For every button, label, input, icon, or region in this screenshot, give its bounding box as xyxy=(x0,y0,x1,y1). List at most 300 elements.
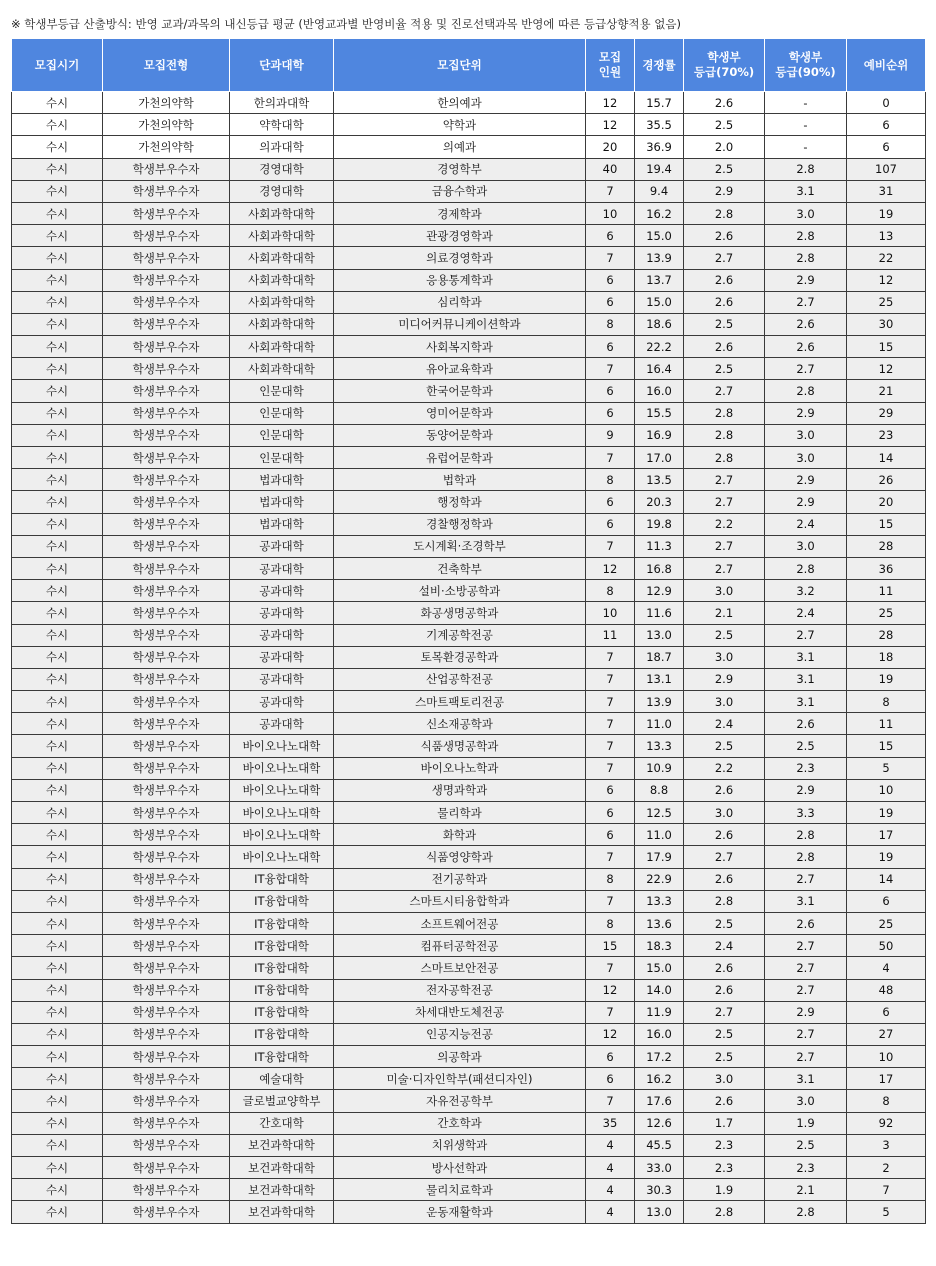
cell-unit: 응용통계학과 xyxy=(334,269,586,291)
cell-grade-90: 2.4 xyxy=(765,602,847,624)
header-grade-90: 학생부 등급(90%) xyxy=(765,39,847,92)
cell-type: 학생부우수자 xyxy=(103,1023,230,1045)
cell-type: 학생부우수자 xyxy=(103,713,230,735)
cell-type: 학생부우수자 xyxy=(103,247,230,269)
cell-quota: 7 xyxy=(586,358,635,380)
cell-unit: 화공생명공학과 xyxy=(334,602,586,624)
cell-quota: 15 xyxy=(586,935,635,957)
cell-grade-90: 2.7 xyxy=(765,979,847,1001)
cell-waitlist: 0 xyxy=(847,92,926,114)
cell-period: 수시 xyxy=(12,247,103,269)
cell-waitlist: 6 xyxy=(847,136,926,158)
cell-type: 학생부우수자 xyxy=(103,358,230,380)
cell-waitlist: 25 xyxy=(847,291,926,313)
cell-unit: 컴퓨터공학전공 xyxy=(334,935,586,957)
cell-college: 공과대학 xyxy=(230,668,334,690)
cell-type: 학생부우수자 xyxy=(103,868,230,890)
cell-type: 가천의약학 xyxy=(103,92,230,114)
cell-quota: 7 xyxy=(586,668,635,690)
cell-waitlist: 6 xyxy=(847,1001,926,1023)
cell-college: 사회과학대학 xyxy=(230,291,334,313)
cell-competition: 16.2 xyxy=(635,202,684,224)
cell-unit: 관광경영학과 xyxy=(334,225,586,247)
cell-grade-70: 2.6 xyxy=(684,225,765,247)
cell-period: 수시 xyxy=(12,180,103,202)
cell-quota: 7 xyxy=(586,1001,635,1023)
table-row xyxy=(12,424,926,446)
cell-type: 학생부우수자 xyxy=(103,979,230,1001)
table-row xyxy=(12,180,926,202)
cell-grade-90: 3.1 xyxy=(765,668,847,690)
cell-competition: 30.3 xyxy=(635,1179,684,1201)
cell-college: 바이오나노대학 xyxy=(230,779,334,801)
table-row xyxy=(12,136,926,158)
table-row xyxy=(12,957,926,979)
cell-college: 인문대학 xyxy=(230,424,334,446)
cell-period: 수시 xyxy=(12,846,103,868)
cell-period: 수시 xyxy=(12,491,103,513)
cell-type: 학생부우수자 xyxy=(103,668,230,690)
cell-period: 수시 xyxy=(12,912,103,934)
header-waitlist: 예비순위 xyxy=(847,39,926,92)
table-row xyxy=(12,491,926,513)
cell-waitlist: 26 xyxy=(847,469,926,491)
cell-competition: 13.0 xyxy=(635,624,684,646)
cell-competition: 19.8 xyxy=(635,513,684,535)
cell-unit: 도시계획·조경학부 xyxy=(334,535,586,557)
table-row xyxy=(12,269,926,291)
cell-college: 인문대학 xyxy=(230,402,334,424)
cell-unit: 의료경영학과 xyxy=(334,247,586,269)
table-row xyxy=(12,979,926,1001)
cell-period: 수시 xyxy=(12,158,103,180)
cell-unit: 간호학과 xyxy=(334,1112,586,1134)
cell-grade-70: 2.5 xyxy=(684,114,765,136)
cell-grade-70: 2.6 xyxy=(684,779,765,801)
header-competition: 경쟁률 xyxy=(635,39,684,92)
header-unit: 모집단위 xyxy=(334,39,586,92)
cell-waitlist: 4 xyxy=(847,957,926,979)
cell-waitlist: 29 xyxy=(847,402,926,424)
cell-grade-70: 2.7 xyxy=(684,535,765,557)
cell-unit: 물리학과 xyxy=(334,802,586,824)
cell-college: 바이오나노대학 xyxy=(230,802,334,824)
cell-grade-90: 2.9 xyxy=(765,269,847,291)
cell-college: 바이오나노대학 xyxy=(230,846,334,868)
cell-unit: 약학과 xyxy=(334,114,586,136)
cell-waitlist: 30 xyxy=(847,313,926,335)
cell-quota: 12 xyxy=(586,557,635,579)
cell-waitlist: 6 xyxy=(847,114,926,136)
cell-type: 학생부우수자 xyxy=(103,1090,230,1112)
cell-competition: 9.4 xyxy=(635,180,684,202)
cell-grade-70: 2.8 xyxy=(684,890,765,912)
cell-unit: 금융수학과 xyxy=(334,180,586,202)
cell-type: 학생부우수자 xyxy=(103,491,230,513)
cell-period: 수시 xyxy=(12,757,103,779)
cell-waitlist: 11 xyxy=(847,580,926,602)
cell-waitlist: 28 xyxy=(847,624,926,646)
cell-grade-90: 3.0 xyxy=(765,535,847,557)
cell-type: 학생부우수자 xyxy=(103,380,230,402)
cell-period: 수시 xyxy=(12,1023,103,1045)
cell-grade-70: 3.0 xyxy=(684,691,765,713)
cell-college: 바이오나노대학 xyxy=(230,824,334,846)
cell-period: 수시 xyxy=(12,1157,103,1179)
cell-grade-70: 3.0 xyxy=(684,1068,765,1090)
cell-grade-70: 3.0 xyxy=(684,646,765,668)
cell-period: 수시 xyxy=(12,136,103,158)
table-row xyxy=(12,757,926,779)
cell-waitlist: 92 xyxy=(847,1112,926,1134)
cell-unit: 생명과학과 xyxy=(334,779,586,801)
cell-competition: 15.0 xyxy=(635,225,684,247)
cell-unit: 경제학과 xyxy=(334,202,586,224)
cell-period: 수시 xyxy=(12,868,103,890)
cell-grade-70: 2.7 xyxy=(684,491,765,513)
cell-grade-70: 2.6 xyxy=(684,824,765,846)
table-row xyxy=(12,92,926,114)
cell-waitlist: 21 xyxy=(847,380,926,402)
table-row xyxy=(12,935,926,957)
cell-waitlist: 14 xyxy=(847,868,926,890)
cell-college: 사회과학대학 xyxy=(230,247,334,269)
cell-period: 수시 xyxy=(12,291,103,313)
cell-competition: 11.9 xyxy=(635,1001,684,1023)
cell-grade-70: 2.5 xyxy=(684,1046,765,1068)
cell-quota: 10 xyxy=(586,202,635,224)
cell-grade-70: 1.7 xyxy=(684,1112,765,1134)
cell-quota: 6 xyxy=(586,513,635,535)
cell-waitlist: 11 xyxy=(847,713,926,735)
cell-college: IT융합대학 xyxy=(230,1001,334,1023)
cell-college: 경영대학 xyxy=(230,180,334,202)
cell-type: 학생부우수자 xyxy=(103,757,230,779)
cell-college: 경영대학 xyxy=(230,158,334,180)
cell-type: 학생부우수자 xyxy=(103,912,230,934)
table-row xyxy=(12,1001,926,1023)
cell-waitlist: 19 xyxy=(847,846,926,868)
cell-type: 학생부우수자 xyxy=(103,824,230,846)
cell-type: 학생부우수자 xyxy=(103,957,230,979)
cell-type: 학생부우수자 xyxy=(103,402,230,424)
table-row xyxy=(12,602,926,624)
table-row xyxy=(12,114,926,136)
cell-unit: 스마트팩토리전공 xyxy=(334,691,586,713)
cell-grade-90: 2.5 xyxy=(765,1134,847,1156)
cell-grade-70: 3.0 xyxy=(684,580,765,602)
cell-period: 수시 xyxy=(12,935,103,957)
cell-grade-90: 2.7 xyxy=(765,957,847,979)
cell-quota: 40 xyxy=(586,158,635,180)
cell-period: 수시 xyxy=(12,336,103,358)
cell-grade-70: 2.6 xyxy=(684,92,765,114)
cell-quota: 6 xyxy=(586,1068,635,1090)
cell-grade-70: 2.5 xyxy=(684,1023,765,1045)
cell-period: 수시 xyxy=(12,557,103,579)
table-row xyxy=(12,624,926,646)
cell-unit: 자유전공학부 xyxy=(334,1090,586,1112)
cell-grade-90: - xyxy=(765,92,847,114)
cell-competition: 15.0 xyxy=(635,957,684,979)
cell-quota: 7 xyxy=(586,890,635,912)
cell-quota: 7 xyxy=(586,713,635,735)
cell-period: 수시 xyxy=(12,424,103,446)
cell-type: 학생부우수자 xyxy=(103,1112,230,1134)
cell-grade-90: 2.5 xyxy=(765,735,847,757)
cell-grade-70: 2.2 xyxy=(684,513,765,535)
cell-competition: 11.6 xyxy=(635,602,684,624)
cell-period: 수시 xyxy=(12,1201,103,1223)
cell-competition: 14.0 xyxy=(635,979,684,1001)
table-row xyxy=(12,291,926,313)
table-row xyxy=(12,469,926,491)
cell-type: 학생부우수자 xyxy=(103,735,230,757)
cell-grade-90: 2.9 xyxy=(765,1001,847,1023)
cell-quota: 35 xyxy=(586,1112,635,1134)
cell-grade-70: 2.6 xyxy=(684,291,765,313)
cell-grade-90: 3.0 xyxy=(765,202,847,224)
cell-period: 수시 xyxy=(12,402,103,424)
cell-college: 공과대학 xyxy=(230,557,334,579)
cell-grade-90: 2.7 xyxy=(765,624,847,646)
cell-quota: 12 xyxy=(586,979,635,1001)
cell-waitlist: 15 xyxy=(847,735,926,757)
cell-unit: 법학과 xyxy=(334,469,586,491)
cell-grade-90: - xyxy=(765,114,847,136)
cell-competition: 13.0 xyxy=(635,1201,684,1223)
cell-grade-90: 2.8 xyxy=(765,846,847,868)
cell-college: 공과대학 xyxy=(230,624,334,646)
cell-grade-70: 2.8 xyxy=(684,424,765,446)
cell-period: 수시 xyxy=(12,313,103,335)
cell-grade-70: 2.7 xyxy=(684,557,765,579)
cell-grade-90: 2.8 xyxy=(765,557,847,579)
cell-period: 수시 xyxy=(12,269,103,291)
cell-type: 학생부우수자 xyxy=(103,802,230,824)
cell-quota: 12 xyxy=(586,1023,635,1045)
cell-period: 수시 xyxy=(12,1001,103,1023)
cell-college: IT융합대학 xyxy=(230,979,334,1001)
cell-competition: 16.0 xyxy=(635,380,684,402)
header-college: 단과대학 xyxy=(230,39,334,92)
cell-grade-70: 2.4 xyxy=(684,713,765,735)
cell-period: 수시 xyxy=(12,691,103,713)
cell-college: 바이오나노대학 xyxy=(230,735,334,757)
cell-period: 수시 xyxy=(12,779,103,801)
cell-type: 학생부우수자 xyxy=(103,1201,230,1223)
cell-type: 학생부우수자 xyxy=(103,513,230,535)
cell-quota: 6 xyxy=(586,225,635,247)
table-row xyxy=(12,1023,926,1045)
cell-type: 학생부우수자 xyxy=(103,180,230,202)
cell-college: 공과대학 xyxy=(230,580,334,602)
cell-waitlist: 10 xyxy=(847,779,926,801)
cell-period: 수시 xyxy=(12,513,103,535)
cell-period: 수시 xyxy=(12,1134,103,1156)
cell-unit: 식품영양학과 xyxy=(334,846,586,868)
table-row xyxy=(12,580,926,602)
cell-unit: 유아교육학과 xyxy=(334,358,586,380)
cell-quota: 6 xyxy=(586,291,635,313)
cell-grade-70: 2.6 xyxy=(684,336,765,358)
table-row xyxy=(12,1201,926,1223)
cell-competition: 19.4 xyxy=(635,158,684,180)
cell-type: 학생부우수자 xyxy=(103,313,230,335)
cell-quota: 7 xyxy=(586,735,635,757)
cell-waitlist: 8 xyxy=(847,1090,926,1112)
cell-period: 수시 xyxy=(12,1179,103,1201)
cell-competition: 15.7 xyxy=(635,92,684,114)
cell-competition: 11.0 xyxy=(635,713,684,735)
cell-grade-90: 2.8 xyxy=(765,225,847,247)
cell-type: 학생부우수자 xyxy=(103,1001,230,1023)
cell-unit: 경영학부 xyxy=(334,158,586,180)
cell-quota: 8 xyxy=(586,469,635,491)
cell-type: 학생부우수자 xyxy=(103,1179,230,1201)
cell-grade-90: 3.0 xyxy=(765,1090,847,1112)
cell-waitlist: 3 xyxy=(847,1134,926,1156)
cell-grade-70: 2.6 xyxy=(684,269,765,291)
cell-unit: 행정학과 xyxy=(334,491,586,513)
cell-unit: 스마트시티융합학과 xyxy=(334,890,586,912)
cell-waitlist: 36 xyxy=(847,557,926,579)
cell-grade-90: 2.7 xyxy=(765,358,847,380)
cell-type: 학생부우수자 xyxy=(103,424,230,446)
cell-period: 수시 xyxy=(12,380,103,402)
cell-quota: 7 xyxy=(586,646,635,668)
cell-competition: 13.9 xyxy=(635,691,684,713)
cell-grade-70: 2.6 xyxy=(684,957,765,979)
header-quota: 모집 인원 xyxy=(586,39,635,92)
cell-competition: 11.3 xyxy=(635,535,684,557)
cell-grade-90: 2.7 xyxy=(765,935,847,957)
cell-period: 수시 xyxy=(12,668,103,690)
cell-unit: 영미어문학과 xyxy=(334,402,586,424)
cell-period: 수시 xyxy=(12,358,103,380)
cell-period: 수시 xyxy=(12,1112,103,1134)
cell-waitlist: 5 xyxy=(847,757,926,779)
cell-quota: 6 xyxy=(586,824,635,846)
table-row xyxy=(12,225,926,247)
cell-waitlist: 48 xyxy=(847,979,926,1001)
cell-competition: 13.5 xyxy=(635,469,684,491)
cell-waitlist: 15 xyxy=(847,513,926,535)
cell-college: 보건과학대학 xyxy=(230,1157,334,1179)
cell-grade-90: 3.3 xyxy=(765,802,847,824)
cell-competition: 12.6 xyxy=(635,1112,684,1134)
cell-type: 학생부우수자 xyxy=(103,269,230,291)
cell-quota: 6 xyxy=(586,380,635,402)
cell-competition: 22.9 xyxy=(635,868,684,890)
table-row xyxy=(12,890,926,912)
cell-waitlist: 12 xyxy=(847,358,926,380)
cell-college: IT융합대학 xyxy=(230,1023,334,1045)
cell-unit: 방사선학과 xyxy=(334,1157,586,1179)
cell-waitlist: 7 xyxy=(847,1179,926,1201)
cell-grade-70: 2.7 xyxy=(684,846,765,868)
cell-grade-70: 2.8 xyxy=(684,402,765,424)
table-row xyxy=(12,846,926,868)
cell-quota: 4 xyxy=(586,1157,635,1179)
cell-type: 학생부우수자 xyxy=(103,291,230,313)
cell-waitlist: 17 xyxy=(847,824,926,846)
cell-college: 인문대학 xyxy=(230,380,334,402)
cell-competition: 13.7 xyxy=(635,269,684,291)
cell-grade-70: 2.7 xyxy=(684,469,765,491)
cell-quota: 8 xyxy=(586,580,635,602)
cell-quota: 7 xyxy=(586,535,635,557)
cell-grade-90: 2.6 xyxy=(765,336,847,358)
table-row xyxy=(12,247,926,269)
cell-unit: 심리학과 xyxy=(334,291,586,313)
cell-waitlist: 18 xyxy=(847,646,926,668)
cell-quota: 6 xyxy=(586,336,635,358)
cell-type: 학생부우수자 xyxy=(103,1157,230,1179)
cell-grade-90: 2.9 xyxy=(765,491,847,513)
cell-unit: 인공지능전공 xyxy=(334,1023,586,1045)
cell-unit: 동양어문학과 xyxy=(334,424,586,446)
cell-waitlist: 25 xyxy=(847,602,926,624)
cell-college: 공과대학 xyxy=(230,713,334,735)
cell-period: 수시 xyxy=(12,957,103,979)
table-row xyxy=(12,646,926,668)
cell-waitlist: 31 xyxy=(847,180,926,202)
cell-unit: 의예과 xyxy=(334,136,586,158)
cell-quota: 7 xyxy=(586,247,635,269)
cell-competition: 16.9 xyxy=(635,424,684,446)
cell-period: 수시 xyxy=(12,802,103,824)
cell-waitlist: 14 xyxy=(847,447,926,469)
cell-quota: 10 xyxy=(586,602,635,624)
cell-quota: 4 xyxy=(586,1134,635,1156)
cell-type: 학생부우수자 xyxy=(103,225,230,247)
cell-grade-70: 2.6 xyxy=(684,868,765,890)
cell-quota: 6 xyxy=(586,269,635,291)
cell-college: 공과대학 xyxy=(230,691,334,713)
cell-college: 법과대학 xyxy=(230,469,334,491)
cell-college: 예술대학 xyxy=(230,1068,334,1090)
cell-unit: 한국어문학과 xyxy=(334,380,586,402)
cell-unit: 차세대반도체전공 xyxy=(334,1001,586,1023)
cell-period: 수시 xyxy=(12,824,103,846)
cell-waitlist: 15 xyxy=(847,336,926,358)
cell-period: 수시 xyxy=(12,735,103,757)
cell-waitlist: 6 xyxy=(847,890,926,912)
cell-grade-90: 2.6 xyxy=(765,912,847,934)
cell-grade-90: 2.3 xyxy=(765,757,847,779)
cell-college: 한의과대학 xyxy=(230,92,334,114)
cell-period: 수시 xyxy=(12,114,103,136)
cell-waitlist: 19 xyxy=(847,668,926,690)
cell-unit: 스마트보안전공 xyxy=(334,957,586,979)
cell-waitlist: 2 xyxy=(847,1157,926,1179)
cell-competition: 18.7 xyxy=(635,646,684,668)
cell-competition: 17.0 xyxy=(635,447,684,469)
cell-unit: 한의예과 xyxy=(334,92,586,114)
table-row xyxy=(12,1090,926,1112)
cell-competition: 13.3 xyxy=(635,735,684,757)
cell-unit: 치위생학과 xyxy=(334,1134,586,1156)
cell-type: 학생부우수자 xyxy=(103,846,230,868)
table-row xyxy=(12,447,926,469)
cell-grade-70: 2.5 xyxy=(684,624,765,646)
cell-type: 학생부우수자 xyxy=(103,624,230,646)
cell-competition: 16.0 xyxy=(635,1023,684,1045)
cell-unit: 유럽어문학과 xyxy=(334,447,586,469)
cell-type: 학생부우수자 xyxy=(103,580,230,602)
cell-college: IT융합대학 xyxy=(230,868,334,890)
